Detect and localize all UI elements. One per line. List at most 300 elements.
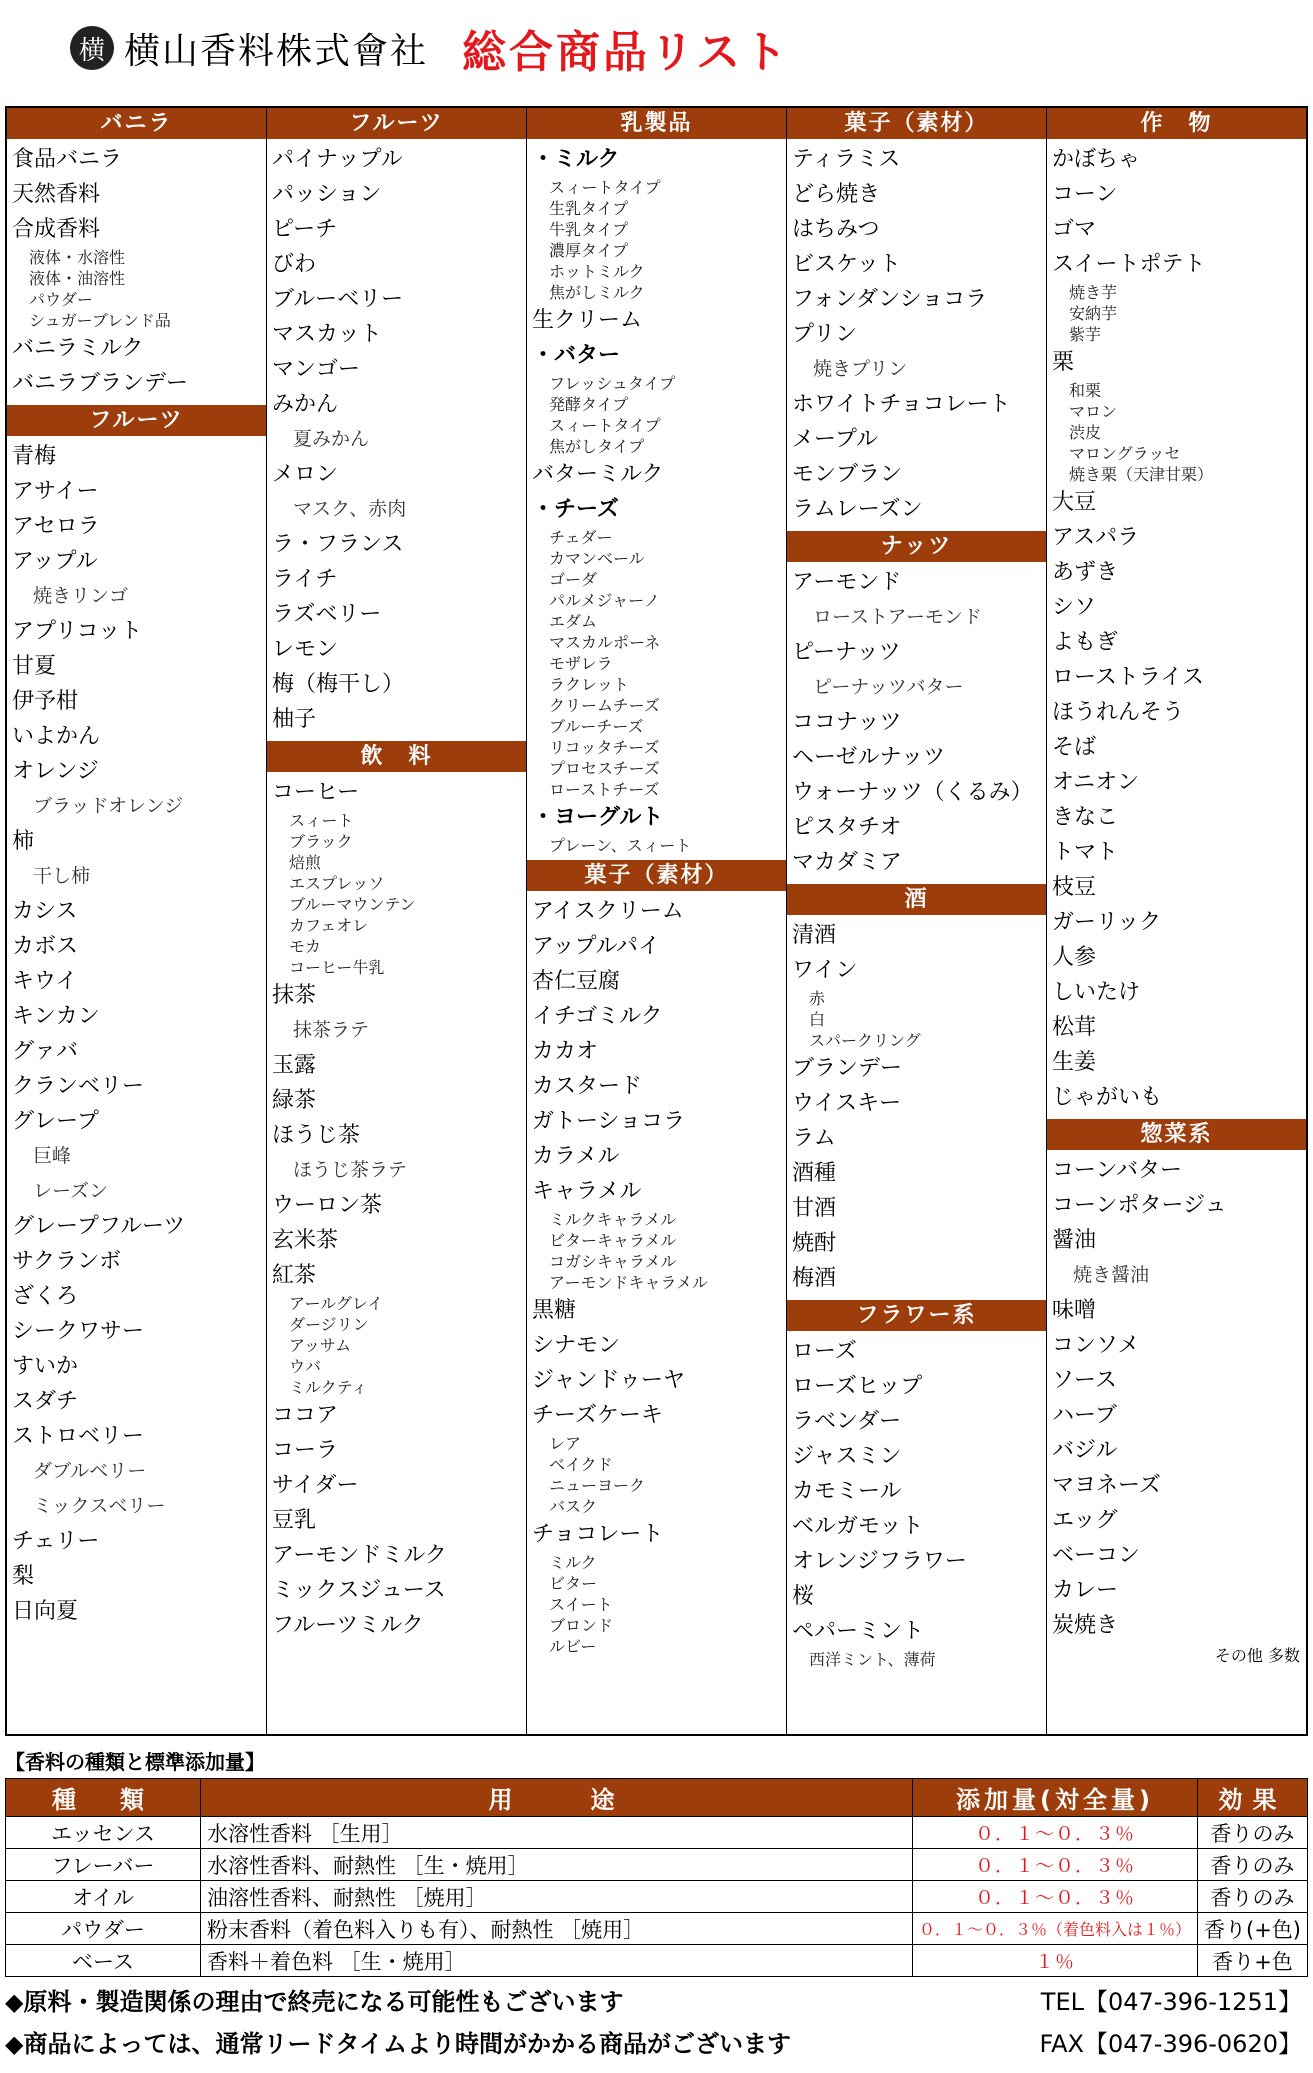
product-item: ワイン bbox=[792, 958, 858, 983]
product-item: アサイー bbox=[12, 479, 99, 504]
product-item: ソース bbox=[1052, 1368, 1117, 1393]
product-item: コーンバター bbox=[1052, 1158, 1183, 1183]
product-item: イチゴミルク bbox=[532, 1004, 663, 1029]
product-item: 味噌 bbox=[1052, 1298, 1097, 1323]
product-variant: バスク bbox=[549, 1497, 598, 1516]
product-item: ココナッツ bbox=[792, 710, 902, 735]
product-column bbox=[267, 108, 527, 1734]
product-variant: 夏みかん bbox=[293, 428, 370, 450]
product-item: ピーナッツ bbox=[792, 640, 901, 665]
section-items bbox=[267, 772, 526, 1647]
product-item: サイダー bbox=[272, 1473, 359, 1498]
product-variant: アッサム bbox=[289, 1336, 352, 1355]
product-variant: 牛乳タイプ bbox=[549, 220, 629, 239]
product-item: ミックスジュース bbox=[272, 1578, 446, 1603]
product-item: じゃがいも bbox=[1052, 1085, 1163, 1110]
spec-row bbox=[6, 1817, 1308, 1849]
spec-cell-use: 水溶性香料、耐熱性 ［生・焼用］ bbox=[201, 1849, 913, 1881]
spec-cell-type: フレーバー bbox=[6, 1849, 201, 1881]
product-variant: チェダー bbox=[549, 528, 613, 547]
product-item: シークワサー bbox=[12, 1319, 145, 1344]
product-item: みかん bbox=[272, 392, 339, 417]
header-type: 種 類 bbox=[6, 1779, 201, 1817]
product-variant: 焦がしタイプ bbox=[549, 437, 645, 456]
product-item: ざくろ bbox=[12, 1284, 79, 1309]
product-variant: 赤 bbox=[809, 989, 826, 1008]
product-item: アセロラ bbox=[12, 514, 100, 539]
product-variant: 干し柿 bbox=[33, 865, 91, 887]
product-item: 梅酒 bbox=[792, 1266, 837, 1291]
product-item: 玉露 bbox=[272, 1053, 317, 1078]
spec-cell-use: 油溶性香料、耐熱性 ［焼用］ bbox=[201, 1881, 913, 1913]
product-item: カボス bbox=[12, 934, 79, 959]
product-item: 甘酒 bbox=[792, 1196, 837, 1221]
product-item: ラムレーズン bbox=[792, 497, 923, 522]
product-item: すいか bbox=[12, 1354, 79, 1379]
product-item: 緑茶 bbox=[272, 1088, 317, 1113]
footer-tel: TEL【047-396-1251】 bbox=[1040, 1988, 1302, 2016]
product-item: マカダミア bbox=[792, 850, 903, 875]
spec-cell-effect: 香り+色 bbox=[1198, 1945, 1308, 1977]
product-variant: リコッタチーズ bbox=[549, 738, 660, 757]
product-item: キウイ bbox=[12, 969, 78, 994]
spec-cell-effect: 香りのみ bbox=[1198, 1881, 1308, 1913]
product-variant: ニューヨーク bbox=[549, 1476, 646, 1495]
product-item: 青梅 bbox=[12, 444, 57, 469]
section-note: その他 多数 bbox=[1214, 1646, 1300, 1665]
product-variant: プロセスチーズ bbox=[549, 759, 660, 778]
product-item: 栗 bbox=[1052, 350, 1075, 375]
product-variant: ゴーダ bbox=[549, 570, 598, 589]
product-item: 豆乳 bbox=[272, 1508, 317, 1533]
product-variant: スィートタイプ bbox=[549, 178, 661, 197]
product-item: ピーチ bbox=[272, 217, 338, 242]
product-item: カレー bbox=[1052, 1578, 1119, 1603]
product-variant: アーモンドキャラメル bbox=[549, 1273, 709, 1292]
product-item: ブルーベリー bbox=[272, 287, 404, 312]
product-variant: 焙煎 bbox=[289, 853, 322, 872]
footer-note: ◆原料・製造関係の理由で終売になる可能性もございます bbox=[5, 1988, 624, 2016]
product-variant: 抹茶ラテ bbox=[293, 1019, 370, 1041]
product-item: ビスケット bbox=[792, 252, 901, 277]
product-variant: ほうじ茶ラテ bbox=[293, 1159, 408, 1181]
product-variant: カマンベール bbox=[549, 549, 645, 568]
product-item: オレンジフラワー bbox=[792, 1549, 967, 1574]
product-item: ガトーショコラ bbox=[532, 1109, 686, 1134]
product-item: いよかん bbox=[12, 724, 101, 749]
product-item: かぼちゃ bbox=[1052, 147, 1141, 172]
product-item: 黒糖 bbox=[532, 1298, 577, 1323]
product-item: 大豆 bbox=[1052, 490, 1097, 515]
product-item: マンゴー bbox=[272, 357, 361, 382]
section-header: 作 物 bbox=[1047, 108, 1306, 139]
spec-cell-amount: ０．１～０．３％ bbox=[913, 1881, 1198, 1913]
product-variant: ベイクド bbox=[549, 1455, 613, 1474]
spec-row bbox=[6, 1913, 1308, 1945]
product-variant: 紫芋 bbox=[1069, 325, 1102, 344]
spec-cell-amount: １％ bbox=[913, 1945, 1198, 1977]
product-item: 清酒 bbox=[792, 923, 837, 948]
product-variant: 液体・油溶性 bbox=[29, 269, 126, 288]
product-variant: 焼きリンゴ bbox=[33, 585, 129, 607]
product-variant: ビターキャラメル bbox=[549, 1231, 677, 1250]
product-variant: ブラック bbox=[289, 832, 353, 851]
section-items bbox=[7, 139, 266, 405]
product-variant: ラクレット bbox=[549, 675, 629, 694]
product-variant: モカ bbox=[289, 937, 322, 956]
header-use: 用 途 bbox=[201, 1779, 913, 1817]
product-item: アップル bbox=[12, 549, 98, 574]
product-item: しいたけ bbox=[1052, 980, 1141, 1005]
section-header: 惣菜系 bbox=[1047, 1119, 1306, 1150]
product-item: 生クリーム bbox=[532, 308, 643, 333]
product-item: ほうじ茶 bbox=[272, 1123, 361, 1148]
footer-note: ◆商品によっては、通常リードタイムより時間がかかる商品がございます bbox=[5, 2030, 791, 2058]
spec-cell-effect: 香りのみ bbox=[1198, 1817, 1308, 1849]
product-item: ベーコン bbox=[1052, 1543, 1141, 1568]
product-item: アップルパイ bbox=[532, 934, 661, 959]
product-item: バジル bbox=[1052, 1438, 1118, 1463]
product-grid bbox=[5, 106, 1308, 1736]
product-item: はちみつ bbox=[792, 217, 880, 242]
spec-row bbox=[6, 1945, 1308, 1977]
product-item: ブランデー bbox=[792, 1056, 903, 1081]
product-item: 梨 bbox=[12, 1564, 35, 1589]
product-variant: コガシキャラメル bbox=[549, 1252, 677, 1271]
product-item: ゴマ bbox=[1052, 217, 1097, 242]
product-item: ウーロン茶 bbox=[272, 1193, 383, 1218]
product-variant: 焼き芋 bbox=[1069, 283, 1118, 302]
product-item: トマト bbox=[1052, 840, 1119, 865]
product-item: 伊予柑 bbox=[12, 689, 79, 714]
product-variant: パルメジャーノ bbox=[549, 591, 660, 610]
product-item: チェリー bbox=[12, 1529, 100, 1554]
company-seal-icon: 横 bbox=[70, 26, 114, 70]
product-variant: ダブルベリー bbox=[33, 1460, 147, 1482]
product-variant: 白 bbox=[809, 1010, 826, 1029]
product-variant: 生乳タイプ bbox=[549, 199, 629, 218]
product-item: ピスタチオ bbox=[792, 815, 902, 840]
product-item: 柚子 bbox=[272, 707, 317, 732]
product-item: 桜 bbox=[792, 1584, 815, 1609]
section-items bbox=[1047, 139, 1306, 1119]
product-item: ペパーミント bbox=[792, 1619, 925, 1644]
product-item: スイートポテト bbox=[1052, 252, 1206, 277]
product-variant: ミルク bbox=[549, 1553, 597, 1572]
product-variant: ブラッドオレンジ bbox=[33, 795, 184, 817]
product-item: プリン bbox=[792, 322, 858, 347]
spec-cell-effect: 香り(+色) bbox=[1198, 1913, 1308, 1945]
product-item: 柿 bbox=[12, 829, 35, 854]
section-header: 菓子（素材） bbox=[527, 860, 786, 891]
product-variant: マスカルポーネ bbox=[549, 633, 661, 652]
section-header: フルーツ bbox=[7, 405, 266, 436]
product-item: ヘーゼルナッツ bbox=[792, 745, 946, 770]
product-item: コーン bbox=[1052, 182, 1118, 207]
product-item: マヨネーズ bbox=[1052, 1473, 1161, 1498]
product-variant: エダム bbox=[549, 612, 598, 631]
product-item: 甘夏 bbox=[12, 654, 57, 679]
product-item: ベルガモット bbox=[792, 1514, 924, 1539]
header-amount: 添加量(対全量) bbox=[913, 1779, 1198, 1817]
product-variant: ビター bbox=[549, 1574, 598, 1593]
product-variant: ホットミルク bbox=[549, 262, 645, 281]
footer-line-2 bbox=[5, 2024, 1308, 2059]
section-items bbox=[527, 891, 786, 1661]
product-variant: レア bbox=[549, 1434, 582, 1453]
product-item: アプリコット bbox=[12, 619, 143, 644]
product-item: コーヒー bbox=[272, 780, 360, 805]
spec-table bbox=[5, 1778, 1308, 1977]
product-item: チーズケーキ bbox=[532, 1403, 663, 1428]
product-variant: パウダー bbox=[29, 290, 93, 309]
section-header: 飲 料 bbox=[267, 741, 526, 772]
product-item: ストロベリー bbox=[12, 1424, 145, 1449]
product-item: ローストライス bbox=[1052, 665, 1205, 690]
product-variant: クリームチーズ bbox=[549, 696, 660, 715]
spec-cell-type: ベース bbox=[6, 1945, 201, 1977]
product-item: キンカン bbox=[12, 1004, 100, 1029]
section-header: フルーツ bbox=[267, 108, 526, 139]
product-item: バニラミルク bbox=[12, 336, 144, 361]
product-item: シソ bbox=[1052, 595, 1097, 620]
product-variant: 渋皮 bbox=[1069, 423, 1102, 442]
section-items bbox=[787, 562, 1046, 884]
section-header: 菓子（素材） bbox=[787, 108, 1046, 139]
section-items bbox=[1047, 1150, 1306, 1670]
product-item: パッション bbox=[272, 182, 382, 207]
product-column bbox=[7, 108, 267, 1734]
company-name: 横山香料株式會社 bbox=[124, 30, 429, 72]
product-item: アーモンドミルク bbox=[272, 1543, 447, 1568]
spec-cell-use: 香料＋着色料 ［生・焼用］ bbox=[201, 1945, 913, 1977]
product-item: 酒種 bbox=[792, 1161, 837, 1186]
section-header: 乳製品 bbox=[527, 108, 786, 139]
product-item: ほうれんそう bbox=[1052, 700, 1185, 725]
header-effect: 効果 bbox=[1198, 1779, 1308, 1817]
spec-cell-amount: ０．１～０．３％ bbox=[913, 1817, 1198, 1849]
product-item: カモミール bbox=[792, 1479, 902, 1504]
spec-table-title: 【香料の種類と標準添加量】 bbox=[5, 1750, 265, 1774]
product-item: 紅茶 bbox=[272, 1263, 317, 1288]
section-items bbox=[787, 915, 1046, 1300]
product-item: アスパラ bbox=[1052, 525, 1140, 550]
product-variant: エスプレッソ bbox=[289, 874, 385, 893]
product-item: キャラメル bbox=[532, 1179, 642, 1204]
product-variant: ミックスベリー bbox=[33, 1495, 166, 1517]
product-item: ラム bbox=[792, 1126, 836, 1151]
product-item: マスカット bbox=[272, 322, 382, 347]
spec-row bbox=[6, 1849, 1308, 1881]
product-item: フルーツミルク bbox=[272, 1613, 424, 1638]
product-item: クランベリー bbox=[12, 1074, 145, 1099]
product-variant: スィートタイプ bbox=[549, 416, 661, 435]
product-item: ウォーナッツ（くるみ） bbox=[792, 780, 1033, 805]
product-variant: 和栗 bbox=[1069, 381, 1102, 400]
product-variant: ブロンド bbox=[549, 1616, 614, 1635]
product-variant: フレッシュタイプ bbox=[549, 374, 676, 393]
product-variant: ブルーチーズ bbox=[549, 717, 644, 736]
product-variant: ミルクティ bbox=[289, 1378, 368, 1397]
spec-cell-amount: ０．１～０．３％ bbox=[913, 1849, 1198, 1881]
product-item: レモン bbox=[272, 637, 339, 662]
product-item: 生姜 bbox=[1052, 1050, 1097, 1075]
product-item: バターミルク bbox=[532, 462, 664, 487]
product-variant: 焼き醤油 bbox=[1073, 1264, 1150, 1286]
product-item: そば bbox=[1052, 735, 1097, 760]
product-item: ・ヨーグルト bbox=[532, 805, 664, 830]
product-item: メロン bbox=[272, 462, 339, 487]
product-item: 日向夏 bbox=[12, 1599, 79, 1624]
product-item: シナモン bbox=[532, 1333, 621, 1358]
product-variant: 安納芋 bbox=[1069, 304, 1118, 323]
product-variant: 焦がしミルク bbox=[549, 283, 645, 302]
section-items bbox=[7, 436, 266, 1633]
spec-cell-use: 粉末香料（着色料入りも有）、耐熱性 ［焼用］ bbox=[201, 1913, 913, 1945]
product-variant: 発酵タイプ bbox=[549, 395, 629, 414]
product-item: ホワイトチョコレート bbox=[792, 392, 1011, 417]
product-item: サクランボ bbox=[12, 1249, 122, 1274]
product-item: ・チーズ bbox=[532, 497, 619, 522]
product-item: カカオ bbox=[532, 1039, 599, 1064]
product-variant: スイート bbox=[549, 1595, 613, 1614]
spec-table-header bbox=[6, 1779, 1308, 1817]
product-variant: マロン bbox=[1069, 402, 1118, 421]
product-item: 焼酎 bbox=[792, 1231, 837, 1256]
product-item: ジャンドゥーヤ bbox=[532, 1368, 686, 1393]
product-item: パイナップル bbox=[272, 147, 403, 172]
footer-fax: FAX【047-396-0620】 bbox=[1039, 2030, 1302, 2058]
product-item: コーンポタージュ bbox=[1052, 1193, 1227, 1218]
product-item: オニオン bbox=[1052, 770, 1140, 795]
product-item: ハーブ bbox=[1052, 1403, 1117, 1428]
page-header bbox=[70, 18, 790, 78]
section-header: ナッツ bbox=[787, 531, 1046, 562]
spec-cell-type: パウダー bbox=[6, 1913, 201, 1945]
product-item: あずき bbox=[1052, 560, 1119, 585]
product-variant: ローストアーモンド bbox=[813, 606, 982, 628]
spec-cell-use: 水溶性香料 ［生用］ bbox=[201, 1817, 913, 1849]
product-variant: 西洋ミント、薄荷 bbox=[809, 1650, 936, 1669]
product-column bbox=[787, 108, 1047, 1734]
product-item: ココア bbox=[272, 1403, 339, 1428]
product-variant: 液体・水溶性 bbox=[29, 248, 126, 267]
section-header: 酒 bbox=[787, 884, 1046, 915]
product-item: 枝豆 bbox=[1052, 875, 1097, 900]
section-items bbox=[787, 139, 1046, 531]
product-item: ガーリック bbox=[1052, 910, 1162, 935]
product-variant: シュガーブレンド品 bbox=[29, 311, 171, 330]
product-variant: レーズン bbox=[33, 1180, 109, 1202]
product-item: グァバ bbox=[12, 1039, 79, 1064]
product-item: びわ bbox=[272, 252, 317, 277]
product-item: スダチ bbox=[12, 1389, 79, 1414]
product-variant: 巨峰 bbox=[33, 1145, 72, 1167]
product-item: オレンジ bbox=[12, 759, 99, 784]
product-variant: ミルクキャラメル bbox=[549, 1210, 677, 1229]
page-title: 総合商品リスト bbox=[462, 27, 791, 78]
section-items bbox=[787, 1331, 1046, 1674]
spec-cell-type: エッセンス bbox=[6, 1817, 201, 1849]
spec-cell-amount: ０．１～０．３％（着色料入は１％） bbox=[913, 1913, 1198, 1945]
product-variant: 濃厚タイプ bbox=[549, 241, 629, 260]
footer-line-1 bbox=[5, 1982, 1308, 2017]
product-item: きなこ bbox=[1052, 805, 1119, 830]
section-header: フラワー系 bbox=[787, 1300, 1046, 1331]
product-item: 醤油 bbox=[1052, 1228, 1097, 1253]
section-header: バニラ bbox=[7, 108, 266, 139]
section-items bbox=[527, 139, 786, 860]
product-item: エッグ bbox=[1052, 1508, 1118, 1533]
product-item: ラベンダー bbox=[792, 1409, 902, 1434]
product-item: コンソメ bbox=[1052, 1333, 1140, 1358]
product-item: 合成香料 bbox=[12, 217, 101, 242]
product-item: メープル bbox=[792, 427, 879, 452]
product-item: コーラ bbox=[272, 1438, 339, 1463]
product-variant: マロングラッセ bbox=[1069, 444, 1181, 463]
spec-row bbox=[6, 1881, 1308, 1913]
product-item: 食品バニラ bbox=[12, 147, 123, 172]
product-variant: ルビー bbox=[549, 1637, 597, 1656]
product-item: よもぎ bbox=[1052, 630, 1119, 655]
product-item: ウイスキー bbox=[792, 1091, 902, 1116]
product-variant: 焼きプリン bbox=[813, 358, 908, 380]
product-item: ローズヒップ bbox=[792, 1374, 923, 1399]
product-variant: ローストチーズ bbox=[549, 780, 660, 799]
product-variant: マスク、赤肉 bbox=[293, 498, 407, 520]
product-item: グレープ bbox=[12, 1109, 99, 1134]
product-item: 炭焼き bbox=[1052, 1613, 1119, 1638]
product-item: ・ミルク bbox=[532, 147, 620, 172]
product-item: カラメル bbox=[532, 1144, 620, 1169]
product-item: カシス bbox=[12, 899, 78, 924]
product-item: ・バター bbox=[532, 343, 621, 368]
product-variant: スパークリング bbox=[809, 1031, 921, 1050]
product-variant: ピーナッツバター bbox=[813, 676, 964, 698]
product-variant: カフェオレ bbox=[289, 916, 369, 935]
product-item: 杏仁豆腐 bbox=[532, 969, 621, 994]
product-item: ジャスミン bbox=[792, 1444, 902, 1469]
spec-cell-effect: 香りのみ bbox=[1198, 1849, 1308, 1881]
product-item: チョコレート bbox=[532, 1522, 664, 1547]
product-variant: ウバ bbox=[289, 1357, 322, 1376]
product-item: アイスクリーム bbox=[532, 899, 684, 924]
product-item: 人参 bbox=[1052, 945, 1097, 970]
product-item: 抹茶 bbox=[272, 983, 317, 1008]
product-item: ラ・フランス bbox=[272, 532, 404, 557]
product-variant: ダージリン bbox=[289, 1315, 369, 1334]
product-item: ティラミス bbox=[792, 147, 901, 172]
product-item: バニラブランデー bbox=[12, 371, 189, 396]
product-item: カスタード bbox=[532, 1074, 643, 1099]
product-item: モンブラン bbox=[792, 462, 903, 487]
product-variant: プレーン、スィート bbox=[549, 836, 692, 855]
product-column bbox=[527, 108, 787, 1734]
product-item: 梅（梅干し） bbox=[272, 672, 405, 697]
product-item: フォンダンショコラ bbox=[792, 287, 988, 312]
product-item: ローズ bbox=[792, 1339, 857, 1364]
section-items bbox=[267, 139, 526, 741]
product-item: ラズベリー bbox=[272, 602, 382, 627]
product-variant: モザレラ bbox=[549, 654, 613, 673]
spec-cell-type: オイル bbox=[6, 1881, 201, 1913]
product-item: どら焼き bbox=[792, 182, 881, 207]
product-item: アーモンド bbox=[792, 570, 902, 595]
product-variant: コーヒー牛乳 bbox=[289, 958, 385, 977]
product-variant: スィート bbox=[289, 811, 354, 830]
product-item: ライチ bbox=[272, 567, 338, 592]
product-item: 松茸 bbox=[1052, 1015, 1097, 1040]
